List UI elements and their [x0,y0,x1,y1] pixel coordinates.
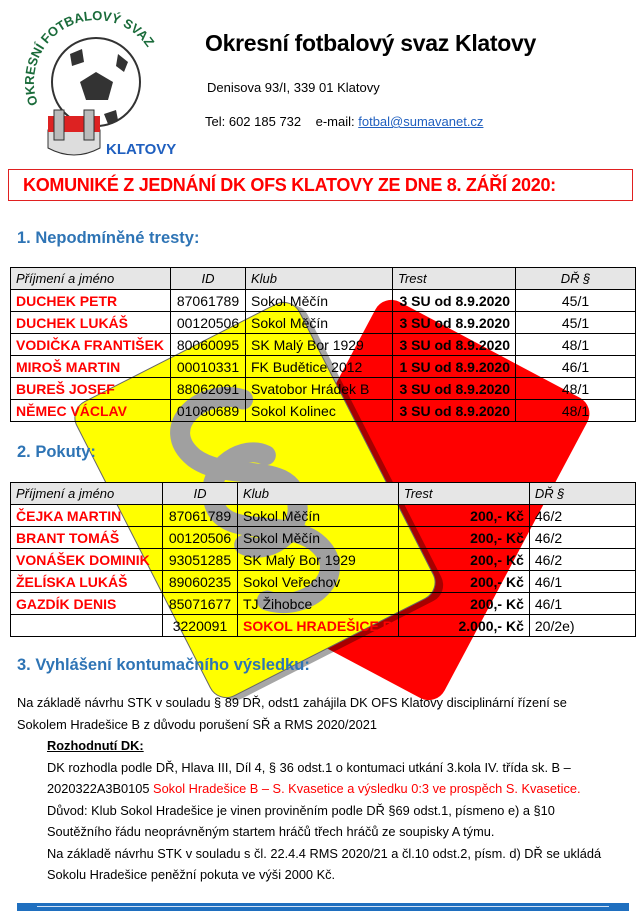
table-row [11,549,636,571]
cell-id: 85071677 [163,593,238,615]
col-club: Klub [246,268,393,290]
cell-penalty: 1 SU od 8.9.2020 [393,356,516,378]
cell-name: NĚMEC VÁCLAV [11,400,171,422]
email-label: e-mail: [315,114,355,129]
ofs-klatovy-logo [18,8,188,160]
cell-rule: 46/2 [529,505,635,527]
cell-rule: 45/1 [516,312,636,334]
table-row [11,571,636,593]
cell-id: 87061789 [171,290,246,312]
table-row [11,400,636,422]
cell-club: Sokol Měčín [246,312,393,334]
section2-heading: 2. Pokuty: [17,443,96,461]
cell-name [11,615,163,637]
table-row [11,615,636,637]
table-header [11,483,636,505]
cell-penalty: 200,- Kč [398,527,529,549]
svg-text:OKRESNÍ FOTBALOVÝ SVAZ: OKRESNÍ FOTBALOVÝ SVAZ [21,8,158,108]
col-id: ID [163,483,238,505]
cell-id: 00010331 [171,356,246,378]
match-code: 2020322A3B0105 [47,781,154,796]
cell-penalty: 3 SU od 8.9.2020 [393,290,516,312]
table-row [11,505,636,527]
col-id: ID [171,268,246,290]
footer-bar [17,903,629,911]
cell-penalty: 3 SU od 8.9.2020 [393,400,516,422]
cell-club: Svatobor Hrádek B [246,378,393,400]
cell-penalty: 200,- Kč [398,549,529,571]
col-club: Klub [238,483,399,505]
cell-club: Sokol Měčín [246,290,393,312]
cell-rule: 48/1 [516,334,636,356]
col-rule: DŘ § [516,268,636,290]
cell-penalty: 3 SU od 8.9.2020 [393,312,516,334]
cell-penalty: 200,- Kč [398,571,529,593]
section3-heading: 3. Vyhlášení kontumačního výsledku: [17,656,310,674]
cell-club: Sokol Veřechov [238,571,399,593]
svg-text:KLATOVY: KLATOVY [106,141,177,158]
cell-rule: 46/1 [529,593,635,615]
cell-name: DUCHEK PETR [11,290,171,312]
decision-line: Sokolu Hradešice peněžní pokuta ve výši 2000 Kč. [47,867,336,882]
cell-club: TJ Žihobce [238,593,399,615]
decision-line: Na základě návrhu STK v souladu s čl. 22.4.4 RMS 2020/21 a čl.10 odst.2, písm. d) DŘ se ukládá [47,845,602,861]
intro-line: Na základě návrhu STK v souladu § 89 DŘ, odst1 zahájila DK OFS Klatovy disciplinární řízení se [17,695,567,710]
organization-title: Okresní fotbalový svaz Klatovy [205,30,537,56]
communique-banner: KOMUNIKÉ Z JEDNÁNÍ DK OFS KLATOVY ZE DNE 8. ZÁŘÍ 2020: [8,169,633,201]
decision-line: DK rozhodla podle DŘ, Hlava III, Díl 4, § 36 odst.1 o kontumaci utkání 3.kola IV. třída sk. B – [47,759,571,775]
cell-name: DUCHEK LUKÁŠ [11,312,171,334]
cell-club: Sokol Kolinec [246,400,393,422]
cell-id: 80060095 [171,334,246,356]
cell-rule: 46/1 [529,571,635,593]
table-row [11,593,636,615]
col-rule: DŘ § [529,483,635,505]
match-result: Sokol Hradešice B – S. Kvasetice a výsledku 0:3 ve prospěch S. Kvasetice. [153,781,581,796]
table-row [11,334,636,356]
table-header [11,268,636,290]
cell-rule: 45/1 [516,290,636,312]
col-name: Příjmení a jméno [11,268,171,290]
cell-name: BUREŠ JOSEF [11,378,171,400]
cell-club: SK Malý Bor 1929 [246,334,393,356]
decision-line: Soutěžního řádu neoprávněným startem hráčů třech hráčů ze soupisky A týmu. [47,824,495,839]
cell-penalty: 200,- Kč [398,593,529,615]
cell-name: GAZDÍK DENIS [11,593,163,615]
phone: Tel: 602 185 732 [205,114,302,129]
address: Denisova 93/I, 339 01 Klatovy [207,80,380,95]
table-row [11,378,636,400]
cell-rule: 20/2e) [529,615,635,637]
contact-line [205,114,483,129]
cell-name: ČEJKA MARTIN [11,505,163,527]
cell-club: Sokol Měčín [238,505,399,527]
table-row [11,290,636,312]
section1-heading: 1. Nepodmíněné tresty: [17,229,200,247]
cell-name: VODIČKA FRANTIŠEK [11,334,171,356]
cell-club: SK Malý Bor 1929 [238,549,399,571]
col-penalty: Trest [393,268,516,290]
cell-name: MIROŠ MARTIN [11,356,171,378]
cell-name: ŽELÍSKA LUKÁŠ [11,571,163,593]
cell-club: Sokol Měčín [238,527,399,549]
cell-penalty: 3 SU od 8.9.2020 [393,378,516,400]
cell-rule: 48/1 [516,378,636,400]
table-row [11,356,636,378]
cell-id: 93051285 [163,549,238,571]
table-row [11,527,636,549]
cell-id: 89060235 [163,571,238,593]
cell-rule: 46/2 [529,527,635,549]
cell-id: 87061789 [163,505,238,527]
decision-line [47,778,637,800]
decision-block [17,735,637,886]
cell-rule: 46/2 [529,549,635,571]
col-penalty: Trest [398,483,529,505]
cell-id: 88062091 [171,378,246,400]
cell-name: BRANT TOMÁŠ [11,527,163,549]
email-link[interactable]: fotbal@sumavanet.cz [358,114,484,129]
decision-label: Rozhodnutí DK: [47,738,144,753]
cell-name: VONÁŠEK DOMINIK [11,549,163,571]
decision-line: Důvod: Klub Sokol Hradešice je vinen proviněním podle DŘ §69 odst.1, písmeno e) a §10 [47,802,555,818]
cell-id: 00120506 [163,527,238,549]
cell-id: 01080689 [171,400,246,422]
intro-line: Sokolem Hradešice B z důvodu porušení SŘ a RMS 2020/2021 [17,716,377,732]
cell-id: 3220091 [163,615,238,637]
table-row [11,312,636,334]
col-name: Příjmení a jméno [11,483,163,505]
unconditional-penalties-table [10,267,636,422]
cell-club: FK Budětice 2012 [246,356,393,378]
cell-penalty: 2.000,- Kč [398,615,529,637]
cell-rule: 48/1 [516,400,636,422]
cell-rule: 46/1 [516,356,636,378]
cell-penalty: 200,- Kč [398,505,529,527]
cell-id: 00120506 [171,312,246,334]
cell-penalty: 3 SU od 8.9.2020 [393,334,516,356]
fines-table [10,482,636,637]
cell-club: SOKOL HRADEŠICE B [238,615,399,637]
forfeit-text [17,692,637,886]
